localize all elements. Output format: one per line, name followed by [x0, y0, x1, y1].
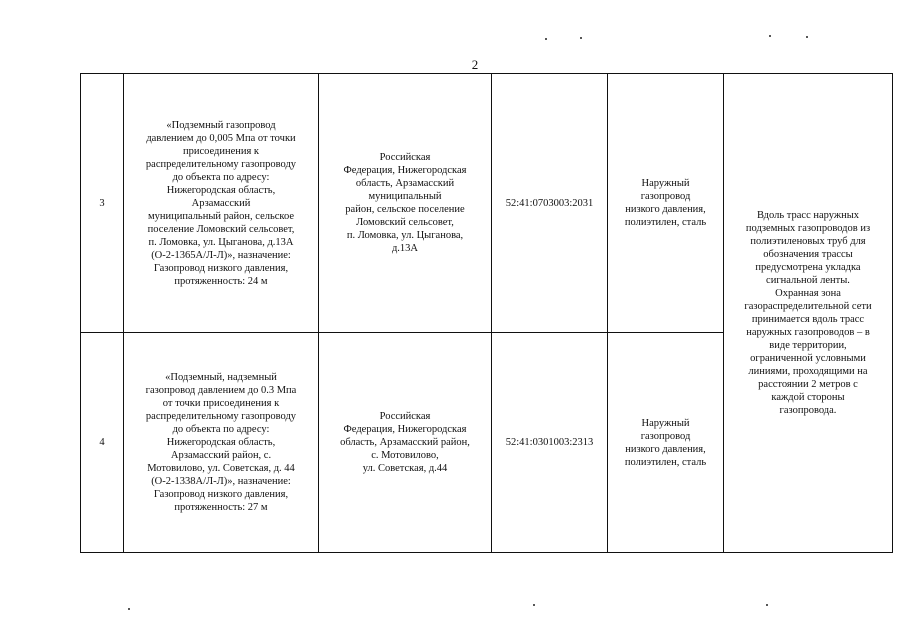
restrictions-note: Вдоль трасс наружных подземных газопроводов из полиэтиленовых труб для обозначения трассы предусмотрена укладка сигнальной ленты. Охранная зона газораспределительной сети принимается вдоль трасс наружных газопроводов – в виде территории, ограниченной условными линиями, проходящими на расстоянии 2 метров с каждой стороны газопровода. [724, 74, 893, 553]
scan-speck [533, 604, 535, 606]
object-description: «Подземный газопровод давлением до 0,005 Мпа от точки присоединения к распределительному газопроводу до объекта по адресу: Нижегородская область, Арзамасский муниципальный район, сельское поселение Ломовский сельсовет, п. Ломовка, ул. Цыганова, д.13А (О-2-1365А/Л-Л)», назначение: Газопровод низкого давления, протяженность: 24 м [124, 74, 319, 333]
object-description: «Подземный, надземный газопровод давлением до 0.3 Мпа от точки присоединения к распределительному газопроводу до объекта по адресу: Нижегородская область, Арзамасский район, с. Мотовилово, ул. Советская, д. 44 (О-2-1338А/Л-Л)», назначение: Газопровод низкого давления, протяженность: 27 м [124, 333, 319, 553]
scan-speck [580, 37, 582, 39]
object-type: Наружный газопровод низкого давления, полиэтилен, сталь [608, 74, 724, 333]
registry-table [80, 73, 893, 553]
cadastral-number: 52:41:0301003:2313 [492, 333, 608, 553]
page-number: 2 [471, 57, 479, 72]
scan-speck [545, 38, 547, 40]
row-number: 3 [81, 74, 124, 333]
cadastral-number: 52:41:0703003:2031 [492, 74, 608, 333]
scan-speck [766, 604, 768, 606]
scan-speck [769, 35, 771, 37]
row-number: 4 [81, 333, 124, 553]
table-row [81, 74, 893, 333]
object-type: Наружный газопровод низкого давления, полиэтилен, сталь [608, 333, 724, 553]
object-address: Российская Федерация, Нижегородская область, Арзамасский муниципальный район, сельское поселение Ломовский сельсовет, п. Ломовка, ул. Цыганова, д.13А [319, 74, 492, 333]
scan-speck [128, 608, 130, 610]
scan-speck [806, 36, 808, 38]
object-address: Российская Федерация, Нижегородская область, Арзамасский район, с. Мотовилово, ул. Советская, д.44 [319, 333, 492, 553]
